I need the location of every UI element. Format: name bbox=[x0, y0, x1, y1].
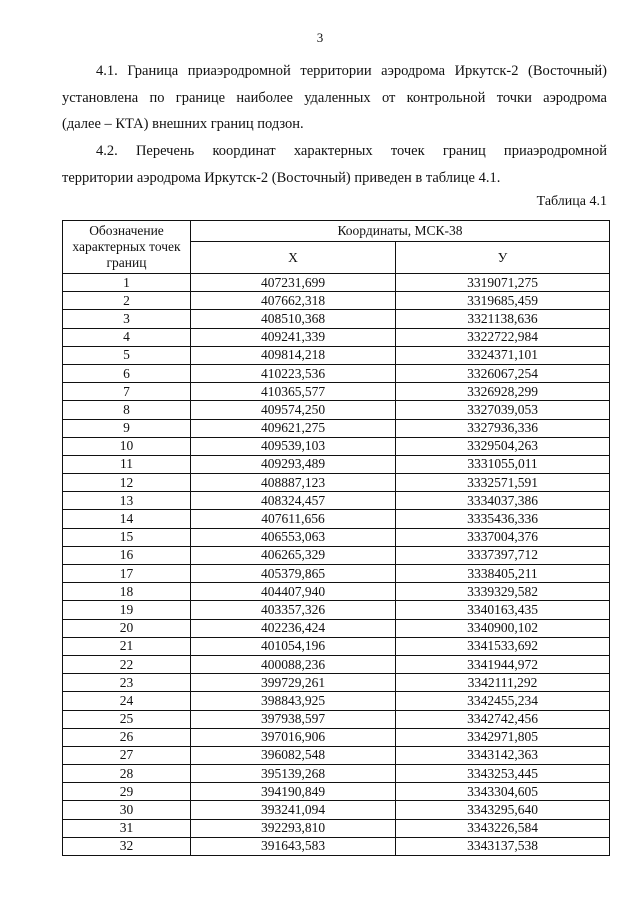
cell-x: 394190,849 bbox=[191, 783, 396, 801]
table-row bbox=[63, 274, 610, 292]
header-y: У bbox=[396, 242, 610, 274]
cell-y: 3343253,445 bbox=[396, 765, 610, 783]
table-row bbox=[63, 765, 610, 783]
cell-point-number: 32 bbox=[63, 837, 191, 855]
cell-point-number: 4 bbox=[63, 328, 191, 346]
table-row bbox=[63, 746, 610, 764]
cell-y: 3342742,456 bbox=[396, 710, 610, 728]
cell-y: 3319685,459 bbox=[396, 292, 610, 310]
cell-x: 406553,063 bbox=[191, 528, 396, 546]
table-row bbox=[63, 674, 610, 692]
cell-point-number: 11 bbox=[63, 455, 191, 473]
cell-x: 400088,236 bbox=[191, 655, 396, 673]
cell-point-number: 23 bbox=[63, 674, 191, 692]
cell-y: 3326067,254 bbox=[396, 364, 610, 382]
cell-point-number: 5 bbox=[63, 346, 191, 364]
cell-x: 409241,339 bbox=[191, 328, 396, 346]
cell-y: 3341533,692 bbox=[396, 637, 610, 655]
table-row bbox=[63, 401, 610, 419]
cell-point-number: 14 bbox=[63, 510, 191, 528]
table-row bbox=[63, 637, 610, 655]
table-row bbox=[63, 655, 610, 673]
table-row bbox=[63, 310, 610, 328]
table-row bbox=[63, 455, 610, 473]
cell-y: 3338405,211 bbox=[396, 565, 610, 583]
cell-point-number: 12 bbox=[63, 474, 191, 492]
cell-y: 3343137,538 bbox=[396, 837, 610, 855]
table-row bbox=[63, 583, 610, 601]
cell-y: 3324371,101 bbox=[396, 346, 610, 364]
cell-y: 3322722,984 bbox=[396, 328, 610, 346]
cell-x: 397016,906 bbox=[191, 728, 396, 746]
cell-x: 409814,218 bbox=[191, 346, 396, 364]
table-row bbox=[63, 292, 610, 310]
cell-x: 409539,103 bbox=[191, 437, 396, 455]
cell-y: 3337397,712 bbox=[396, 546, 610, 564]
table-row bbox=[63, 528, 610, 546]
cell-point-number: 22 bbox=[63, 655, 191, 673]
cell-point-number: 13 bbox=[63, 492, 191, 510]
cell-x: 406265,329 bbox=[191, 546, 396, 564]
cell-x: 397938,597 bbox=[191, 710, 396, 728]
cell-y: 3321138,636 bbox=[396, 310, 610, 328]
table-row bbox=[63, 710, 610, 728]
table-row bbox=[63, 565, 610, 583]
cell-y: 3332571,591 bbox=[396, 474, 610, 492]
cell-y: 3340900,102 bbox=[396, 619, 610, 637]
table-row bbox=[63, 364, 610, 382]
cell-point-number: 25 bbox=[63, 710, 191, 728]
cell-y: 3334037,386 bbox=[396, 492, 610, 510]
cell-x: 393241,094 bbox=[191, 801, 396, 819]
cell-x: 403357,326 bbox=[191, 601, 396, 619]
cell-x: 398843,925 bbox=[191, 692, 396, 710]
cell-x: 408324,457 bbox=[191, 492, 396, 510]
header-x: X bbox=[191, 242, 396, 274]
cell-x: 409621,275 bbox=[191, 419, 396, 437]
cell-y: 3327936,336 bbox=[396, 419, 610, 437]
cell-point-number: 15 bbox=[63, 528, 191, 546]
cell-y: 3340163,435 bbox=[396, 601, 610, 619]
cell-x: 405379,865 bbox=[191, 565, 396, 583]
table-body bbox=[63, 274, 610, 856]
cell-y: 3335436,336 bbox=[396, 510, 610, 528]
cell-y: 3319071,275 bbox=[396, 274, 610, 292]
table-row bbox=[63, 419, 610, 437]
table-caption: Таблица 4.1 bbox=[536, 194, 607, 209]
cell-point-number: 9 bbox=[63, 419, 191, 437]
table-row bbox=[63, 819, 610, 837]
paragraph-line: 4.1. Граница приаэродромной территории аэродрома Иркутск-2 (Восточный) bbox=[96, 63, 607, 79]
cell-y: 3331055,011 bbox=[396, 455, 610, 473]
cell-point-number: 8 bbox=[63, 401, 191, 419]
cell-x: 396082,548 bbox=[191, 746, 396, 764]
paragraph-line: установлена по границе наиболее удаленных от контрольной точки аэродрома bbox=[62, 89, 607, 106]
cell-point-number: 29 bbox=[63, 783, 191, 801]
cell-y: 3342111,292 bbox=[396, 674, 610, 692]
cell-point-number: 17 bbox=[63, 565, 191, 583]
cell-point-number: 28 bbox=[63, 765, 191, 783]
table-row bbox=[63, 437, 610, 455]
cell-x: 408887,123 bbox=[191, 474, 396, 492]
paragraph-line: 4.2. Перечень координат характерных точек границ приаэродромной bbox=[96, 143, 607, 159]
cell-x: 407611,656 bbox=[191, 510, 396, 528]
cell-x: 401054,196 bbox=[191, 637, 396, 655]
cell-x: 407662,318 bbox=[191, 292, 396, 310]
header-coordinates: Координаты, МСК-38 bbox=[191, 221, 610, 242]
cell-x: 392293,810 bbox=[191, 819, 396, 837]
cell-point-number: 27 bbox=[63, 746, 191, 764]
cell-x: 408510,368 bbox=[191, 310, 396, 328]
cell-y: 3342455,234 bbox=[396, 692, 610, 710]
cell-x: 410223,536 bbox=[191, 364, 396, 382]
table-row bbox=[63, 619, 610, 637]
cell-y: 3337004,376 bbox=[396, 528, 610, 546]
paragraph-4-2 bbox=[62, 138, 607, 191]
cell-x: 395139,268 bbox=[191, 765, 396, 783]
cell-point-number: 19 bbox=[63, 601, 191, 619]
paragraph-line: территории аэродрома Иркутск-2 (Восточный) приведен в таблице 4.1. bbox=[62, 169, 501, 186]
cell-x: 410365,577 bbox=[191, 383, 396, 401]
table-row bbox=[63, 728, 610, 746]
cell-x: 407231,699 bbox=[191, 274, 396, 292]
cell-y: 3343142,363 bbox=[396, 746, 610, 764]
cell-x: 404407,940 bbox=[191, 583, 396, 601]
cell-y: 3342971,805 bbox=[396, 728, 610, 746]
cell-x: 391643,583 bbox=[191, 837, 396, 855]
cell-point-number: 31 bbox=[63, 819, 191, 837]
cell-point-number: 3 bbox=[63, 310, 191, 328]
cell-y: 3329504,263 bbox=[396, 437, 610, 455]
cell-point-number: 20 bbox=[63, 619, 191, 637]
cell-point-number: 21 bbox=[63, 637, 191, 655]
cell-point-number: 18 bbox=[63, 583, 191, 601]
cell-x: 399729,261 bbox=[191, 674, 396, 692]
page-number: 3 bbox=[316, 30, 324, 45]
table-row bbox=[63, 474, 610, 492]
cell-y: 3327039,053 bbox=[396, 401, 610, 419]
table-row bbox=[63, 383, 610, 401]
table-row bbox=[63, 346, 610, 364]
cell-point-number: 16 bbox=[63, 546, 191, 564]
table-row bbox=[63, 510, 610, 528]
cell-point-number: 10 bbox=[63, 437, 191, 455]
cell-y: 3339329,582 bbox=[396, 583, 610, 601]
table-row bbox=[63, 546, 610, 564]
cell-point-number: 2 bbox=[63, 292, 191, 310]
cell-point-number: 6 bbox=[63, 364, 191, 382]
cell-x: 409293,489 bbox=[191, 455, 396, 473]
table-row bbox=[63, 692, 610, 710]
cell-point-number: 7 bbox=[63, 383, 191, 401]
coordinates-table bbox=[62, 220, 610, 856]
cell-y: 3343295,640 bbox=[396, 801, 610, 819]
cell-x: 402236,424 bbox=[191, 619, 396, 637]
cell-point-number: 1 bbox=[63, 274, 191, 292]
cell-point-number: 24 bbox=[63, 692, 191, 710]
paragraph-4-1 bbox=[62, 58, 607, 138]
paragraph-line: (далее – КТА) внешних границ подзон. bbox=[62, 116, 304, 132]
table-row bbox=[63, 783, 610, 801]
header-point-name: Обозначение характерных точек границ bbox=[63, 221, 191, 274]
cell-y: 3343226,584 bbox=[396, 819, 610, 837]
cell-y: 3326928,299 bbox=[396, 383, 610, 401]
cell-point-number: 30 bbox=[63, 801, 191, 819]
cell-point-number: 26 bbox=[63, 728, 191, 746]
cell-x: 409574,250 bbox=[191, 401, 396, 419]
table-row bbox=[63, 837, 610, 855]
table-row bbox=[63, 801, 610, 819]
table-row bbox=[63, 601, 610, 619]
cell-y: 3341944,972 bbox=[396, 655, 610, 673]
cell-y: 3343304,605 bbox=[396, 783, 610, 801]
table-row bbox=[63, 492, 610, 510]
table-row bbox=[63, 328, 610, 346]
